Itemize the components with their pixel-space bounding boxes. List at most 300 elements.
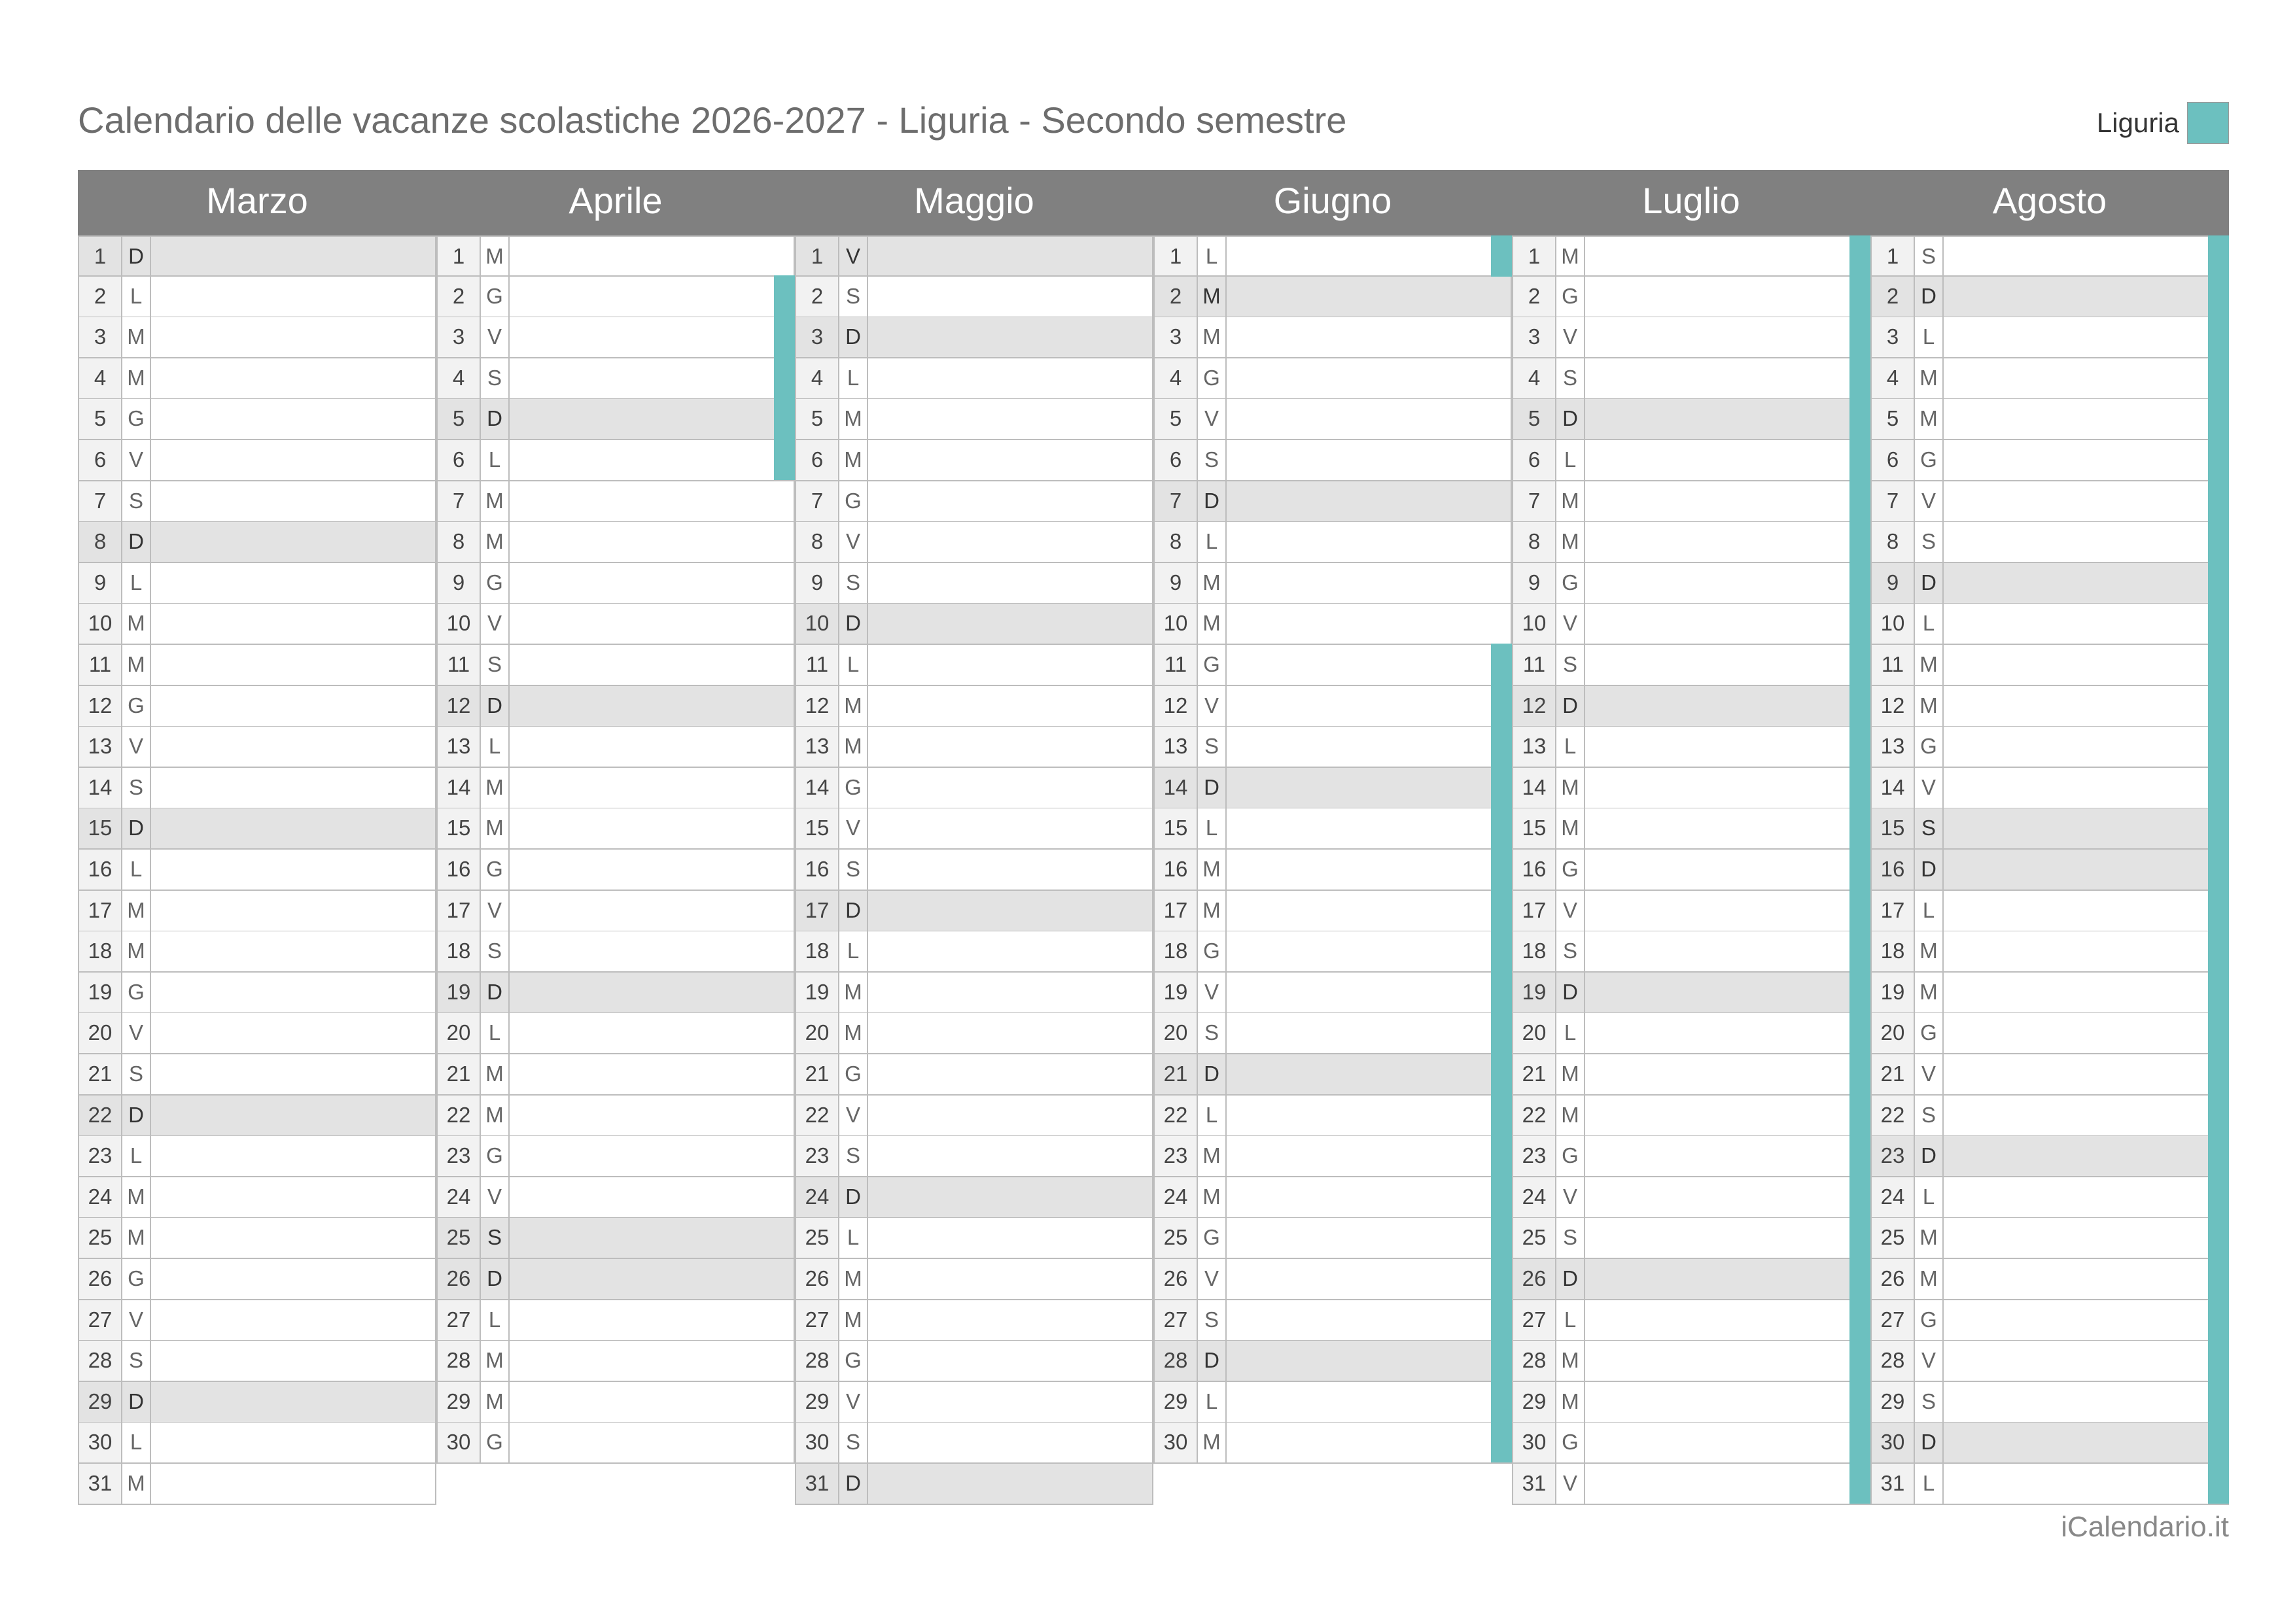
weekday-letter: M: [839, 1300, 868, 1340]
day-cell: [151, 440, 435, 480]
day-row: [1512, 358, 1870, 400]
weekday-letter: G: [1198, 1218, 1227, 1258]
day-cell: [1227, 1177, 1511, 1217]
weekday-letter: V: [1556, 317, 1585, 357]
day-cell: [1944, 1423, 2228, 1462]
month-header: Aprile: [436, 170, 795, 235]
day-row: [1512, 1423, 1870, 1464]
weekday-letter: V: [1198, 973, 1227, 1012]
weekday-letter: D: [839, 1177, 868, 1217]
day-number: 2: [1872, 277, 1915, 317]
weekday-letter: L: [122, 1136, 151, 1176]
day-cell: [868, 604, 1152, 644]
day-number: 22: [1872, 1096, 1915, 1135]
day-cell: [1227, 850, 1511, 890]
day-number: 25: [438, 1218, 481, 1258]
day-number: 12: [1155, 686, 1198, 726]
weekday-letter: M: [1198, 1423, 1227, 1462]
weekday-letter: M: [1915, 931, 1944, 971]
day-cell: [1227, 645, 1511, 685]
day-row: [1870, 931, 2229, 973]
day-row: [1512, 481, 1870, 523]
weekday-letter: M: [839, 727, 868, 767]
day-cell: [1227, 1013, 1511, 1053]
day-row: [78, 604, 436, 645]
weekday-letter: D: [1915, 1136, 1944, 1176]
day-row: [78, 481, 436, 523]
weekday-letter: G: [122, 973, 151, 1012]
day-number: 16: [1872, 850, 1915, 890]
weekday-letter: M: [481, 1341, 510, 1381]
weekday-letter: M: [122, 1218, 151, 1258]
weekday-letter: M: [1198, 1177, 1227, 1217]
weekday-letter: G: [1556, 1136, 1585, 1176]
day-number: 24: [79, 1177, 122, 1217]
day-cell: [1944, 1464, 2228, 1504]
weekday-letter: V: [1915, 1341, 1944, 1381]
day-number: 5: [1513, 399, 1556, 439]
day-row: [78, 1464, 436, 1505]
day-number: 29: [438, 1382, 481, 1422]
weekday-letter: S: [122, 481, 151, 521]
holiday-marker: [2208, 316, 2229, 357]
day-cell: [868, 1096, 1152, 1135]
weekday-letter: S: [1198, 727, 1227, 767]
day-cell: [1585, 277, 1869, 317]
day-number: 31: [1513, 1464, 1556, 1504]
day-cell: [1944, 1382, 2228, 1422]
day-number: 30: [1872, 1423, 1915, 1462]
weekday-letter: M: [839, 973, 868, 1012]
day-cell: [1227, 931, 1511, 971]
holiday-marker: [1491, 807, 1512, 848]
day-number: 10: [1155, 604, 1198, 644]
holiday-marker: [1849, 275, 1870, 317]
holiday-marker: [774, 275, 795, 317]
month-header: Marzo: [78, 170, 436, 235]
day-cell: [1944, 891, 2228, 931]
day-row: [436, 645, 795, 686]
holiday-marker: [1491, 971, 1512, 1012]
day-row: [1870, 1464, 2229, 1505]
weekday-letter: D: [481, 399, 510, 439]
weekday-letter: M: [839, 440, 868, 480]
holiday-marker: [1849, 235, 1870, 277]
day-number: 21: [79, 1054, 122, 1094]
weekday-letter: M: [1556, 1341, 1585, 1381]
holiday-marker: [2208, 1421, 2229, 1462]
day-row: [1870, 1013, 2229, 1054]
day-row: [78, 1341, 436, 1382]
day-row: [1153, 1136, 1512, 1177]
day-cell: [510, 891, 794, 931]
month-header: Giugno: [1153, 170, 1512, 235]
day-cell: [510, 931, 794, 971]
holiday-marker: [1491, 644, 1512, 685]
day-cell: [1585, 358, 1869, 398]
day-number: 2: [1155, 277, 1198, 317]
day-cell: [151, 1013, 435, 1053]
day-cell: [868, 358, 1152, 398]
day-cell: [868, 563, 1152, 603]
day-cell: [1227, 1382, 1511, 1422]
day-row: [436, 1054, 795, 1096]
weekday-letter: M: [1915, 973, 1944, 1012]
day-cell: [510, 1013, 794, 1053]
weekday-letter: G: [481, 277, 510, 317]
weekday-letter: S: [1915, 237, 1944, 275]
day-row: [78, 358, 436, 400]
holiday-marker: [2208, 1258, 2229, 1299]
weekday-letter: V: [1556, 1464, 1585, 1504]
day-number: 16: [796, 850, 839, 890]
day-cell: [1944, 973, 2228, 1012]
day-row: [1870, 973, 2229, 1014]
day-row: [1512, 277, 1870, 318]
holiday-marker: [1849, 521, 1870, 562]
weekday-letter: G: [122, 1259, 151, 1299]
day-cell: [1227, 277, 1511, 317]
day-row: [795, 1136, 1153, 1177]
holiday-marker: [1849, 1421, 1870, 1462]
day-cell: [1944, 563, 2228, 603]
day-row: [795, 277, 1153, 318]
weekday-letter: D: [1556, 399, 1585, 439]
day-cell: [151, 1300, 435, 1340]
day-number: 30: [1513, 1423, 1556, 1462]
weekday-letter: M: [1198, 563, 1227, 603]
day-row: [1870, 686, 2229, 727]
day-cell: [1585, 317, 1869, 357]
day-row: [78, 1177, 436, 1218]
day-row: [1153, 317, 1512, 358]
weekday-letter: L: [1915, 1464, 1944, 1504]
day-row: [78, 727, 436, 768]
day-cell: [510, 237, 794, 275]
day-cell: [1227, 440, 1511, 480]
day-number: 15: [1872, 808, 1915, 848]
day-row: [78, 645, 436, 686]
day-cell: [1585, 1096, 1869, 1135]
day-row: [1870, 891, 2229, 932]
weekday-letter: D: [1915, 850, 1944, 890]
month-column-luglio: [1512, 170, 1870, 1495]
day-number: 21: [438, 1054, 481, 1094]
weekday-letter: L: [1556, 1300, 1585, 1340]
weekday-letter: D: [1915, 277, 1944, 317]
holiday-marker: [1491, 1299, 1512, 1340]
day-row: [1870, 768, 2229, 809]
weekday-letter: S: [1198, 1013, 1227, 1053]
day-number: 24: [438, 1177, 481, 1217]
day-row: [1512, 931, 1870, 973]
day-number: 6: [1513, 440, 1556, 480]
day-cell: [1585, 931, 1869, 971]
day-number: 13: [79, 727, 122, 767]
day-cell: [1585, 1464, 1869, 1504]
day-cell: [1944, 1259, 2228, 1299]
holiday-marker: [1491, 1381, 1512, 1422]
page-title: Calendario delle vacanze scolastiche 2026-2027 - Liguria - Secondo semestre: [78, 99, 1347, 141]
weekday-letter: M: [1556, 1382, 1585, 1422]
day-row: [795, 891, 1153, 932]
day-number: 19: [1513, 973, 1556, 1012]
day-number: 4: [1513, 358, 1556, 398]
day-number: 10: [1513, 604, 1556, 644]
weekday-letter: L: [122, 277, 151, 317]
day-cell: [1944, 645, 2228, 685]
weekday-letter: M: [1198, 1136, 1227, 1176]
day-row: [1512, 1054, 1870, 1096]
weekday-letter: D: [122, 1096, 151, 1135]
day-number: 10: [438, 604, 481, 644]
day-number: 20: [1155, 1013, 1198, 1053]
day-number: 29: [796, 1382, 839, 1422]
day-cell: [868, 891, 1152, 931]
day-cell: [151, 1259, 435, 1299]
day-cell: [151, 358, 435, 398]
holiday-marker: [2208, 1339, 2229, 1381]
weekday-letter: G: [1915, 440, 1944, 480]
day-number: 12: [1872, 686, 1915, 726]
day-row: [795, 481, 1153, 523]
day-row: [1153, 973, 1512, 1014]
day-row: [1153, 1218, 1512, 1259]
day-number: 5: [438, 399, 481, 439]
day-row: [795, 522, 1153, 563]
day-cell: [868, 1423, 1152, 1462]
holiday-marker: [2208, 480, 2229, 521]
day-number: 20: [79, 1013, 122, 1053]
day-number: 11: [79, 645, 122, 685]
day-number: 23: [796, 1136, 839, 1176]
day-number: 30: [79, 1423, 122, 1462]
holiday-marker: [2208, 971, 2229, 1012]
weekday-letter: M: [122, 1177, 151, 1217]
holiday-marker: [1849, 602, 1870, 644]
day-cell: [1585, 973, 1869, 1012]
day-cell: [1944, 727, 2228, 767]
weekday-letter: G: [122, 686, 151, 726]
day-row: [1512, 891, 1870, 932]
holiday-marker: [1849, 1012, 1870, 1053]
day-number: 11: [438, 645, 481, 685]
day-number: 16: [1513, 850, 1556, 890]
day-number: 14: [438, 768, 481, 808]
day-cell: [151, 808, 435, 848]
day-number: 2: [1513, 277, 1556, 317]
day-number: 27: [1513, 1300, 1556, 1340]
day-cell: [151, 645, 435, 685]
day-number: 7: [1872, 481, 1915, 521]
day-row: [436, 1259, 795, 1300]
weekday-letter: M: [481, 1096, 510, 1135]
day-row: [795, 1341, 1153, 1382]
day-number: 20: [1513, 1013, 1556, 1053]
credit-text: iCalendario.it: [2061, 1511, 2229, 1543]
day-cell: [1227, 563, 1511, 603]
day-number: 12: [438, 686, 481, 726]
day-row: [436, 481, 795, 523]
holiday-marker: [2208, 562, 2229, 603]
day-number: 1: [438, 237, 481, 275]
day-number: 12: [79, 686, 122, 726]
weekday-letter: L: [1198, 522, 1227, 562]
holiday-marker: [2208, 275, 2229, 317]
weekday-letter: D: [1556, 686, 1585, 726]
day-number: 14: [79, 768, 122, 808]
weekday-letter: G: [1556, 1423, 1585, 1462]
day-number: 31: [796, 1464, 839, 1504]
weekday-letter: D: [481, 686, 510, 726]
weekday-letter: L: [1198, 237, 1227, 275]
holiday-marker: [1849, 439, 1870, 480]
day-cell: [1227, 237, 1511, 275]
day-row: [1153, 1054, 1512, 1096]
day-number: 27: [1872, 1300, 1915, 1340]
weekday-letter: S: [1915, 1382, 1944, 1422]
day-number: 11: [1513, 645, 1556, 685]
day-cell: [1944, 1054, 2228, 1094]
day-row: [795, 1300, 1153, 1341]
weekday-letter: S: [1915, 522, 1944, 562]
day-row: [1512, 850, 1870, 891]
day-row: [1153, 399, 1512, 440]
legend-swatch: [2187, 102, 2229, 144]
weekday-letter: M: [122, 931, 151, 971]
day-cell: [1944, 1218, 2228, 1258]
day-number: 8: [1513, 522, 1556, 562]
day-cell: [510, 604, 794, 644]
day-number: 4: [438, 358, 481, 398]
day-number: 28: [1155, 1341, 1198, 1381]
day-cell: [510, 277, 794, 317]
day-number: 15: [79, 808, 122, 848]
day-cell: [1585, 686, 1869, 726]
day-cell: [868, 1300, 1152, 1340]
holiday-marker: [2208, 930, 2229, 971]
day-number: 15: [438, 808, 481, 848]
day-row: [1870, 808, 2229, 850]
weekday-letter: S: [481, 358, 510, 398]
day-cell: [1585, 1054, 1869, 1094]
weekday-letter: M: [1556, 768, 1585, 808]
day-number: 17: [1155, 891, 1198, 931]
weekday-letter: S: [839, 1136, 868, 1176]
day-number: 9: [438, 563, 481, 603]
month-column-agosto: [1870, 170, 2229, 1495]
day-row: [78, 235, 436, 277]
holiday-marker: [1849, 1176, 1870, 1217]
day-cell: [868, 1259, 1152, 1299]
holiday-marker: [774, 439, 795, 480]
holiday-marker: [1491, 1421, 1512, 1462]
weekday-letter: L: [122, 1423, 151, 1462]
weekday-letter: D: [122, 1382, 151, 1422]
day-row: [1870, 1177, 2229, 1218]
holiday-marker: [2208, 1381, 2229, 1422]
weekday-letter: G: [481, 850, 510, 890]
day-number: 24: [1872, 1177, 1915, 1217]
day-number: 16: [79, 850, 122, 890]
holiday-marker: [1491, 767, 1512, 808]
weekday-letter: V: [481, 1177, 510, 1217]
month-column-marzo: [78, 170, 436, 1495]
holiday-marker: [1849, 848, 1870, 890]
weekday-letter: V: [122, 1300, 151, 1340]
day-number: 31: [79, 1464, 122, 1504]
holiday-marker: [2208, 439, 2229, 480]
weekday-letter: S: [1915, 1096, 1944, 1135]
weekday-letter: M: [122, 317, 151, 357]
day-number: 15: [1155, 808, 1198, 848]
day-number: 19: [79, 973, 122, 1012]
day-number: 24: [1513, 1177, 1556, 1217]
day-row: [1870, 399, 2229, 440]
weekday-letter: V: [839, 1096, 868, 1135]
day-number: 6: [438, 440, 481, 480]
weekday-letter: D: [1198, 481, 1227, 521]
weekday-letter: V: [1556, 604, 1585, 644]
weekday-letter: V: [481, 604, 510, 644]
day-cell: [510, 563, 794, 603]
weekday-letter: L: [1198, 808, 1227, 848]
holiday-marker: [2208, 1053, 2229, 1094]
day-cell: [1585, 1013, 1869, 1053]
day-number: 23: [1513, 1136, 1556, 1176]
day-row: [1153, 277, 1512, 318]
weekday-letter: V: [1198, 686, 1227, 726]
day-cell: [1585, 850, 1869, 890]
weekday-letter: D: [839, 891, 868, 931]
day-cell: [1585, 1423, 1869, 1462]
weekday-letter: V: [122, 440, 151, 480]
day-number: 24: [1155, 1177, 1198, 1217]
day-row: [1512, 317, 1870, 358]
weekday-letter: L: [1556, 440, 1585, 480]
day-number: 17: [1872, 891, 1915, 931]
weekday-letter: L: [122, 850, 151, 890]
day-cell: [151, 891, 435, 931]
day-number: 4: [796, 358, 839, 398]
holiday-marker: [1849, 930, 1870, 971]
weekday-letter: M: [1198, 317, 1227, 357]
weekday-letter: M: [481, 1054, 510, 1094]
day-row: [1870, 358, 2229, 400]
weekday-letter: M: [1556, 1096, 1585, 1135]
day-cell: [1944, 358, 2228, 398]
day-number: 1: [1155, 237, 1198, 275]
holiday-marker: [2208, 1012, 2229, 1053]
day-cell: [868, 522, 1152, 562]
holiday-marker: [1849, 725, 1870, 767]
day-number: 26: [1155, 1259, 1198, 1299]
day-number: 13: [1872, 727, 1915, 767]
weekday-letter: M: [1556, 522, 1585, 562]
weekday-letter: L: [481, 440, 510, 480]
day-cell: [1944, 1013, 2228, 1053]
day-number: 10: [79, 604, 122, 644]
day-row: [1512, 1464, 1870, 1505]
weekday-letter: V: [839, 237, 868, 275]
holiday-marker: [1849, 357, 1870, 398]
day-cell: [151, 686, 435, 726]
weekday-letter: L: [839, 1218, 868, 1258]
weekday-letter: M: [1556, 237, 1585, 275]
day-number: 9: [796, 563, 839, 603]
day-row: [436, 277, 795, 318]
holiday-marker: [1849, 971, 1870, 1012]
